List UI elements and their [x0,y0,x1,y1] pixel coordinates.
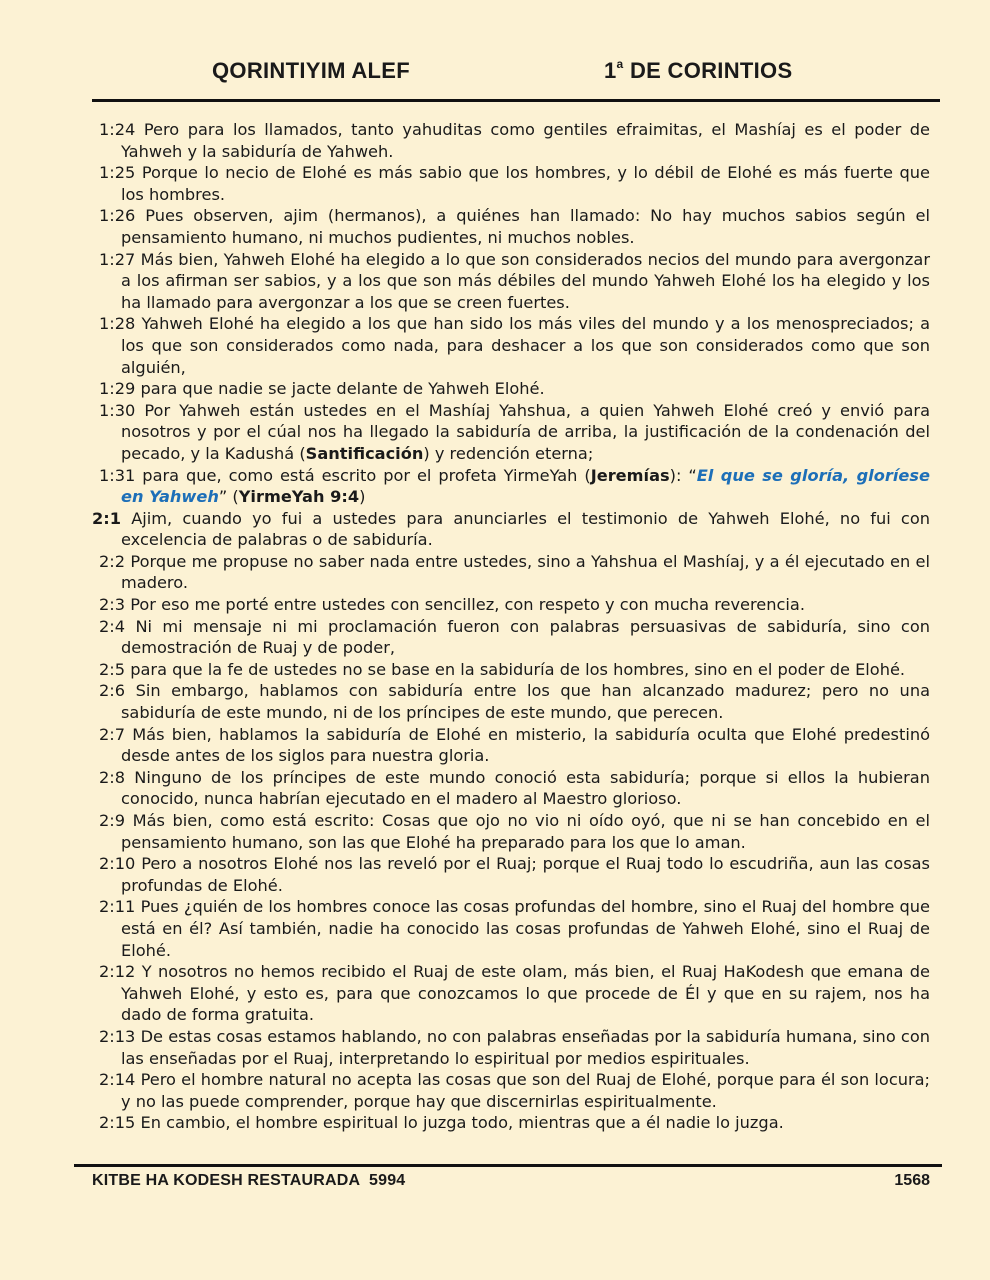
verse-number: 2:12 [99,962,136,982]
verse-text: para que la fe de ustedes no se base en la sabiduría de los hombres, sino en el poder de Elohé. [130,659,906,679]
footer-publication-title: KITBE HA KODESH RESTAURADA 5994 [92,1172,406,1189]
verse-2-5 [92,659,930,681]
verse-number: 1:26 [99,206,136,226]
verse-text: Ajim, cuando yo fui a ustedes para anunciarles el testimonio de Yahweh Elohé, no fui con excelencia de palabras o de sabiduría. [121,508,930,550]
book-title-name: DE CORINTIOS [623,58,793,83]
verse-text: ) [359,487,366,507]
verse-text: Sin embargo, hablamos con sabiduría entre los que han alcanzado madurez; pero no una sabiduría de este mundo, ni de los príncipes de este mundo, que perecen. [121,681,930,723]
verse-2-14 [92,1069,930,1112]
verse-text: Ni mi mensaje ni mi proclamación fueron con palabras persuasivas de sabiduría, sino con demostración de Ruaj y de poder, [121,616,930,658]
verse-2-11 [92,896,930,961]
verse-number: 2:14 [99,1070,136,1090]
verse-1-24 [92,119,930,162]
verse-1-29 [92,378,930,400]
verse-text: Pero a nosotros Elohé nos las reveló por el Ruaj; porque el Ruaj todo lo escudriña, aun las cosas profundas de Elohé. [121,854,930,895]
verse-text: ” ( [218,487,239,507]
verse-text: Porque me propuse no saber nada entre ustedes, sino a Yahshua el Mashíaj, y a él ejecutado en el madero. [121,551,931,593]
verse-2-13 [92,1026,930,1069]
verse-1-28 [92,313,930,378]
verse-2-1 [92,508,930,551]
page-number: 1568 [894,1172,930,1189]
verse-text: Pero el hombre natural no acepta las cosas que son del Ruaj de Elohé, porque para él son locura; y no las puede comprender, porque hay que discernirlas espiritualmente. [121,1070,931,1111]
verse-text: Pues observen, ajim (hermanos), a quiénes han llamado: No hay muchos sabios según el pensamiento humano, ni muchos pudientes, ni muchos nobles. [121,206,930,247]
chapter-verse-number: 2:1 [92,508,121,528]
verse-text: Yahweh Elohé ha elegido a los que han sido los más viles del mundo y a los menospreciados; a los que son considerados como nada, para deshacer a los que son considerados como que son alguién, [121,314,930,377]
verse-1-26 [92,205,930,248]
verse-text: Pero para los llamados, tanto yahuditas como gentiles efraimitas, el Mashíaj es el poder de Yahweh y la sabiduría de Yahweh. [121,120,930,161]
verse-number: 1:29 [99,379,136,399]
verse-number: 1:28 [99,314,136,334]
verse-number: 1:31 [99,465,136,485]
verse-2-6 [92,680,930,723]
book-title-hebrew: QORINTIYIM ALEF [212,58,411,83]
verse-number: 2:13 [99,1026,136,1046]
verse-2-7 [92,724,930,767]
verse-1-25 [92,162,930,205]
verse-2-12 [92,961,930,1026]
verse-number: 1:30 [99,400,136,420]
verse-text: Ninguno de los príncipes de este mundo conoció esta sabiduría; porque si ellos la hubieran conocido, nunca habrían ejecutado en el madero al Maestro glorioso. [121,767,930,809]
verse-text: Más bien, Yahweh Elohé ha elegido a lo que son considerados necios del mundo para avergonzar a los afirman ser sabios, y a los que son más débiles del mundo Yahweh Elohé los ha elegido y los ha llamado para avergonzar a los que se creen fuertes. [121,249,930,312]
verse-number: 2:8 [99,767,126,787]
verse-number: 2:6 [99,681,126,701]
verse-number: 2:5 [99,659,126,679]
page-footer [92,1172,930,1196]
verse-2-4 [92,616,930,659]
verse-text: Pues ¿quién de los hombres conoce las cosas profundas del hombre, sino el Ruaj del hombre que está en él? Así también, nadie ha conocido las cosas profundas de Yahweh Elohé, sino el Ruaj de Elohé. [121,897,930,960]
verse-text: para que nadie se jacte delante de Yahweh Elohé. [140,379,545,399]
verse-text: ): “ [669,465,697,485]
verse-number: 2:11 [99,897,136,917]
verse-number: 2:3 [99,595,126,615]
verse-2-9 [92,810,930,853]
verse-2-3 [92,594,930,616]
page-header [92,58,940,90]
verse-1-31 [92,465,930,508]
book-title-superscript: a [616,57,624,71]
verse-number: 2:2 [99,551,126,571]
verse-text: En cambio, el hombre espiritual lo juzga todo, mientras que a él nadie lo juzga. [140,1113,784,1133]
verse-emphasis: Jeremías [590,465,670,485]
scripture-quote: El que se gloría, gloríese en Yahweh [121,465,930,507]
verse-number: 1:25 [99,163,136,183]
footer-divider [74,1164,942,1167]
book-title-spanish [604,58,792,84]
scripture-reference: YirmeYah 9:4 [238,487,360,507]
verse-emphasis: Santificación [305,443,424,463]
verse-number: 2:10 [99,854,136,874]
verse-2-15 [92,1112,930,1134]
verse-text: Y nosotros no hemos recibido el Ruaj de este olam, más bien, el Ruaj HaKodesh que emana de Yahweh Elohé, y esto es, para que conozcamos lo que procede de Él y que en su rajem, nos ha dado de forma gratuita. [121,962,930,1025]
verse-1-30 [92,400,930,465]
verse-number: 2:7 [99,724,126,744]
verse-text: Por eso me porté entre ustedes con sencillez, con respeto y con mucha reverencia. [130,595,805,615]
book-title-number: 1 [604,58,617,83]
header-divider [92,99,940,102]
verse-text: De estas cosas estamos hablando, no con palabras enseñadas por la sabiduría humana, sino con las enseñadas por el Ruaj, interpretando lo espiritual por medios espirituales. [121,1026,930,1068]
verse-number: 2:15 [99,1113,136,1133]
verse-text: Más bien, como está escrito: Cosas que ojo no vio ni oído oyó, que ni se han concebido en el pensamiento humano, son las que Elohé ha preparado para los que lo aman. [121,811,930,852]
verse-number: 2:9 [99,811,126,830]
verse-number: 1:24 [99,120,136,139]
verse-2-10 [92,853,930,896]
verse-text: para que, como está escrito por el profeta YirmeYah ( [142,465,591,485]
verse-text: Porque lo necio de Elohé es más sabio que los hombres, y lo débil de Elohé es más fuerte que los hombres. [121,163,930,204]
verse-number: 1:27 [99,249,136,269]
verse-text: ) y redención eterna; [423,443,594,463]
verse-2-8 [92,767,930,810]
verse-text: Por Yahweh están ustedes en el Mashíaj Yahshua, a quien Yahweh Elohé creó y envió para nosotros y por el cúal nos ha llegado la sabiduría de arriba, la justificación de la condenación del pecado, y la Kadushá ( [121,400,930,463]
verse-list [92,119,930,1134]
verse-text: Más bien, hablamos la sabiduría de Elohé en misterio, la sabiduría oculta que Elohé predestinó desde antes de los siglos para nuestra gloria. [121,724,930,766]
verse-2-2 [92,551,930,594]
verse-number: 2:4 [99,616,126,636]
verse-1-27 [92,249,930,314]
